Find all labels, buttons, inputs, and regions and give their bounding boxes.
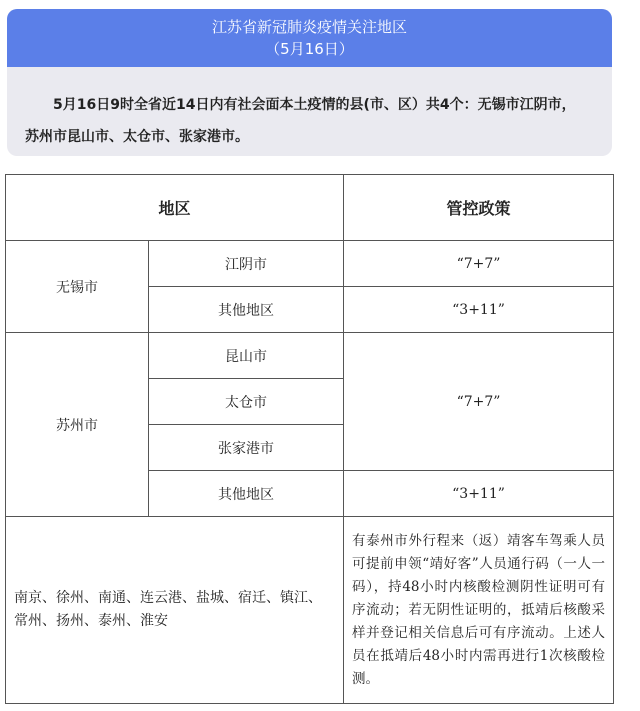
other-cities-cell: 南京、徐州、南通、连云港、盐城、宿迁、镇江、常州、扬州、泰州、淮安: [6, 517, 344, 704]
notice-card: [7, 9, 612, 156]
policy-cell: “7+7”: [344, 333, 614, 471]
header-policy: 管控政策: [344, 175, 614, 241]
district-cell: 其他地区: [149, 287, 344, 333]
district-cell: 张家港市: [149, 425, 344, 471]
other-policy-cell: 有泰州市外行程来（返）靖客车驾乘人员可提前申领“靖好客”人员通行码（一人一码），持48小时内核酸检测阴性证明可有序流动；若无阴性证明的，抵靖后核酸采样并登记相关信息后可有序流动。上述人员在抵靖后48小时内需再进行1次核酸检测。: [344, 517, 614, 704]
table-row: [6, 517, 614, 704]
header-region: 地区: [6, 175, 344, 241]
date-label: （5月16日）: [265, 40, 354, 58]
city-wuxi: 无锡市: [6, 241, 149, 333]
summary-text: [7, 67, 612, 153]
summary-line-1: 5月16日9时全省近14日内有社会面本土疫情的县(市、区）共4个：无锡市江阴市，: [53, 97, 576, 113]
policy-cell: “7+7”: [344, 241, 614, 287]
table-row: [6, 333, 614, 379]
table-row: [6, 241, 614, 287]
city-suzhou: 苏州市: [6, 333, 149, 517]
card-header: [7, 9, 612, 67]
table-header-row: [6, 175, 614, 241]
district-cell: 昆山市: [149, 333, 344, 379]
policy-table: [5, 174, 614, 704]
district-cell: 江阴市: [149, 241, 344, 287]
policy-cell: “3+11”: [344, 287, 614, 333]
district-cell: 太仓市: [149, 379, 344, 425]
policy-cell: “3+11”: [344, 471, 614, 517]
district-cell: 其他地区: [149, 471, 344, 517]
summary-line-2: 苏州市昆山市、太仓市、张家港市。: [25, 129, 249, 145]
page-title: 江苏省新冠肺炎疫情关注地区: [211, 18, 407, 36]
